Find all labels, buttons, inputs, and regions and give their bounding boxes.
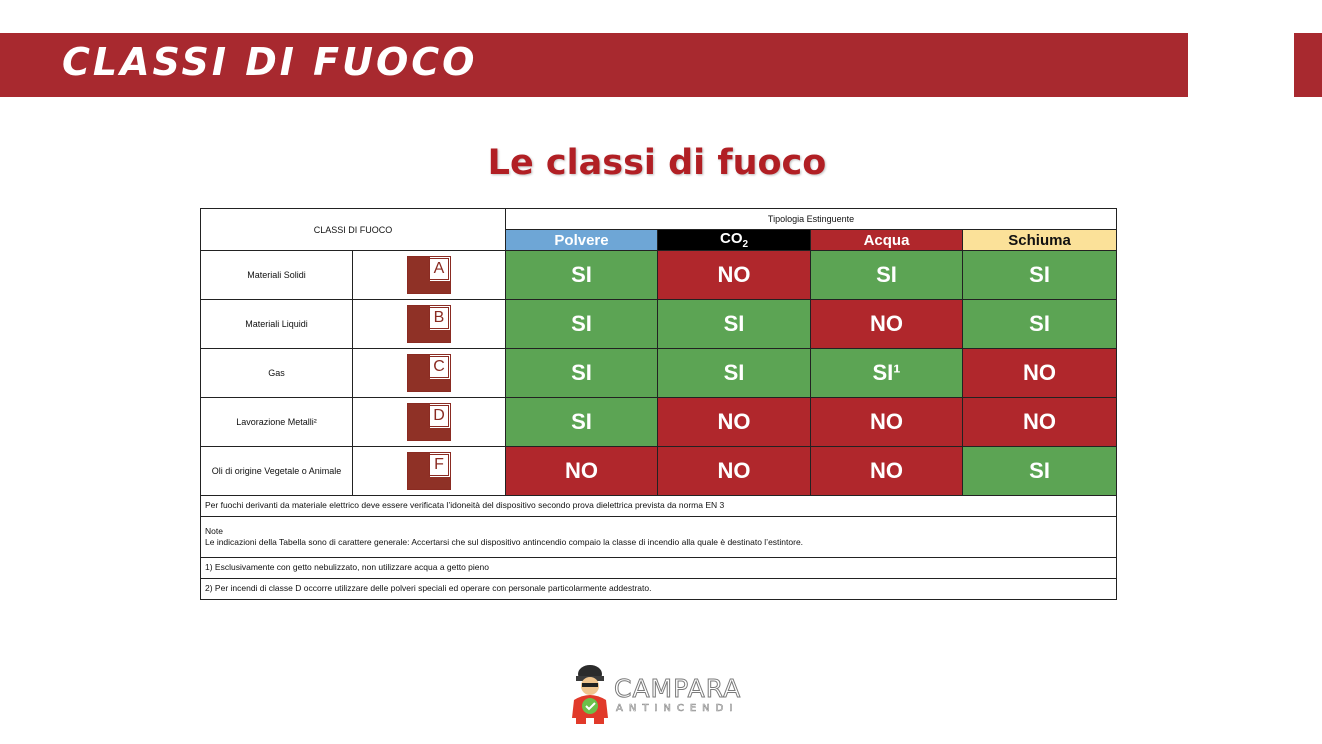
value-cell: NO: [963, 398, 1117, 447]
value-cell: NO: [811, 300, 963, 349]
table-row: [201, 300, 1117, 349]
classi-header: CLASSI DI FUOCO: [201, 209, 506, 251]
value-cell: SI: [658, 349, 811, 398]
value-cell: SI: [506, 300, 658, 349]
general-note: [201, 517, 1117, 558]
row-icon-cell: [353, 300, 506, 349]
value-cell: NO: [658, 251, 811, 300]
row-icon-cell: [353, 251, 506, 300]
row-label: Materiali Solidi: [201, 251, 353, 300]
fire-class-f-icon: [407, 452, 451, 490]
value-cell: SI: [506, 251, 658, 300]
value-cell: NO: [811, 398, 963, 447]
company-logo: [566, 660, 756, 728]
agent-header-polvere: [506, 230, 658, 251]
row-icon-cell: [353, 349, 506, 398]
class-letter: C: [429, 356, 449, 378]
table-row: [201, 447, 1117, 496]
fire-class-c-icon: [407, 354, 451, 392]
agent-label-subscript: 2: [742, 239, 749, 250]
class-letter: D: [429, 405, 449, 427]
fire-class-a-icon: [407, 256, 451, 294]
table-row: [201, 251, 1117, 300]
agent-label: CO: [719, 230, 743, 247]
fire-class-b-icon: [407, 305, 451, 343]
value-cell: NO: [506, 447, 658, 496]
class-letter: F: [429, 454, 449, 476]
value-cell: SI: [506, 398, 658, 447]
value-cell: NO: [658, 447, 811, 496]
banner-side-tab: [1294, 33, 1322, 97]
row-label: Oli di origine Vegetale o Animale: [201, 447, 353, 496]
note-text: Le indicazioni della Tabella sono di carattere generale: Accertarsi che sul dispositivo antincendio compaio la classe di incendio alla quale è destinato l’estintore.: [205, 537, 804, 547]
footnote-2: 2) Per incendi di classe D occorre utilizzare delle polveri speciali ed operare con personale particolarmente addestrato.: [201, 579, 1117, 600]
row-label: Materiali Liquidi: [201, 300, 353, 349]
table-row: [201, 398, 1117, 447]
row-icon-cell: [353, 447, 506, 496]
value-cell: SI: [963, 447, 1117, 496]
row-label: Lavorazione Metalli²: [201, 398, 353, 447]
value-cell: NO: [658, 398, 811, 447]
logo-name: CAMPARA: [614, 674, 742, 703]
fire-class-table: [200, 208, 1117, 600]
electrical-note: Per fuochi derivanti da materiale elettrico deve essere verificata l’idoneità del dispositivo secondo prova dielettrica prevista da norma EN 3: [201, 496, 1117, 517]
value-cell: SI: [506, 349, 658, 398]
firefighter-mascot-icon: [566, 660, 612, 726]
agent-header-co: [658, 230, 811, 251]
value-cell: SI: [658, 300, 811, 349]
row-label: Gas: [201, 349, 353, 398]
value-cell: SI¹: [811, 349, 963, 398]
table-row: [201, 349, 1117, 398]
class-letter: B: [429, 307, 449, 329]
agent-label: Acqua: [863, 231, 910, 249]
slide-subtitle: Le classi di fuoco: [487, 143, 827, 183]
value-cell: NO: [963, 349, 1117, 398]
agent-label: Schiuma: [1008, 231, 1071, 249]
agent-header-schiuma: [963, 230, 1117, 251]
footnote-1: 1) Esclusivamente con getto nebulizzato, non utilizzare acqua a getto pieno: [201, 558, 1117, 579]
note-title: Note: [205, 525, 223, 536]
value-cell: SI: [811, 251, 963, 300]
value-cell: NO: [811, 447, 963, 496]
row-icon-cell: [353, 398, 506, 447]
value-cell: SI: [963, 251, 1117, 300]
agent-label: Polvere: [554, 231, 609, 249]
class-letter: A: [429, 258, 449, 280]
page-title: CLASSI DI FUOCO: [62, 40, 478, 84]
logo-tagline: ANTINCENDI: [616, 703, 739, 714]
value-cell: SI: [963, 300, 1117, 349]
agent-header-acqua: [811, 230, 963, 251]
tipologia-header: Tipologia Estinguente: [506, 209, 1117, 230]
fire-class-d-icon: [407, 403, 451, 441]
